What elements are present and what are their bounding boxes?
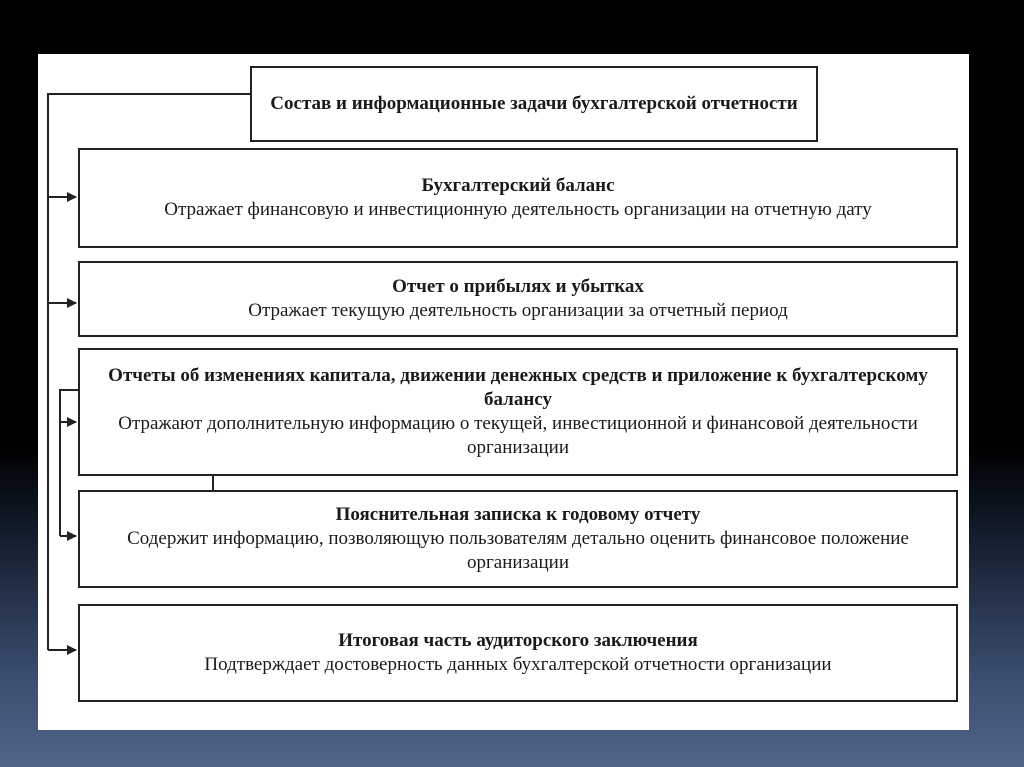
block-title: Отчет о прибылях и убытках <box>392 276 644 297</box>
block-description: Содержит информацию, позволяющую пользователям детально оценить финансовое положение организации <box>127 528 909 573</box>
block-audit-conclusion <box>78 604 958 702</box>
block-description: Отражает финансовую и инвестиционную деятельность организации на отчетную дату <box>164 199 872 220</box>
block-title: Пояснительная записка к годовому отчету <box>335 504 701 525</box>
block-description: Отражает текущую деятельность организации за отчетный период <box>248 300 788 321</box>
block-explanatory-note <box>78 490 958 588</box>
secondary-spine-line <box>60 390 78 536</box>
block-balance <box>78 148 958 248</box>
diagram-title: Состав и информационные задачи бухгалтерской отчетности <box>270 93 798 114</box>
block-description: Подтверждает достоверность данных бухгалтерской отчетности организации <box>204 654 832 675</box>
block-title: Итоговая часть аудиторского заключения <box>338 630 698 651</box>
block-income-statement <box>78 261 958 337</box>
block-description: Отражают дополнительную информацию о текущей, инвестиционной и финансовой деятельности организации <box>118 413 918 458</box>
block-capital-changes <box>78 348 958 476</box>
block-title: Бухгалтерский баланс <box>421 175 615 196</box>
slide <box>38 54 969 730</box>
diagram-title-box <box>250 66 818 142</box>
block-title: Отчеты об изменениях капитала, движении денежных средств и приложение к бухгалтерскому балансу <box>108 365 928 410</box>
